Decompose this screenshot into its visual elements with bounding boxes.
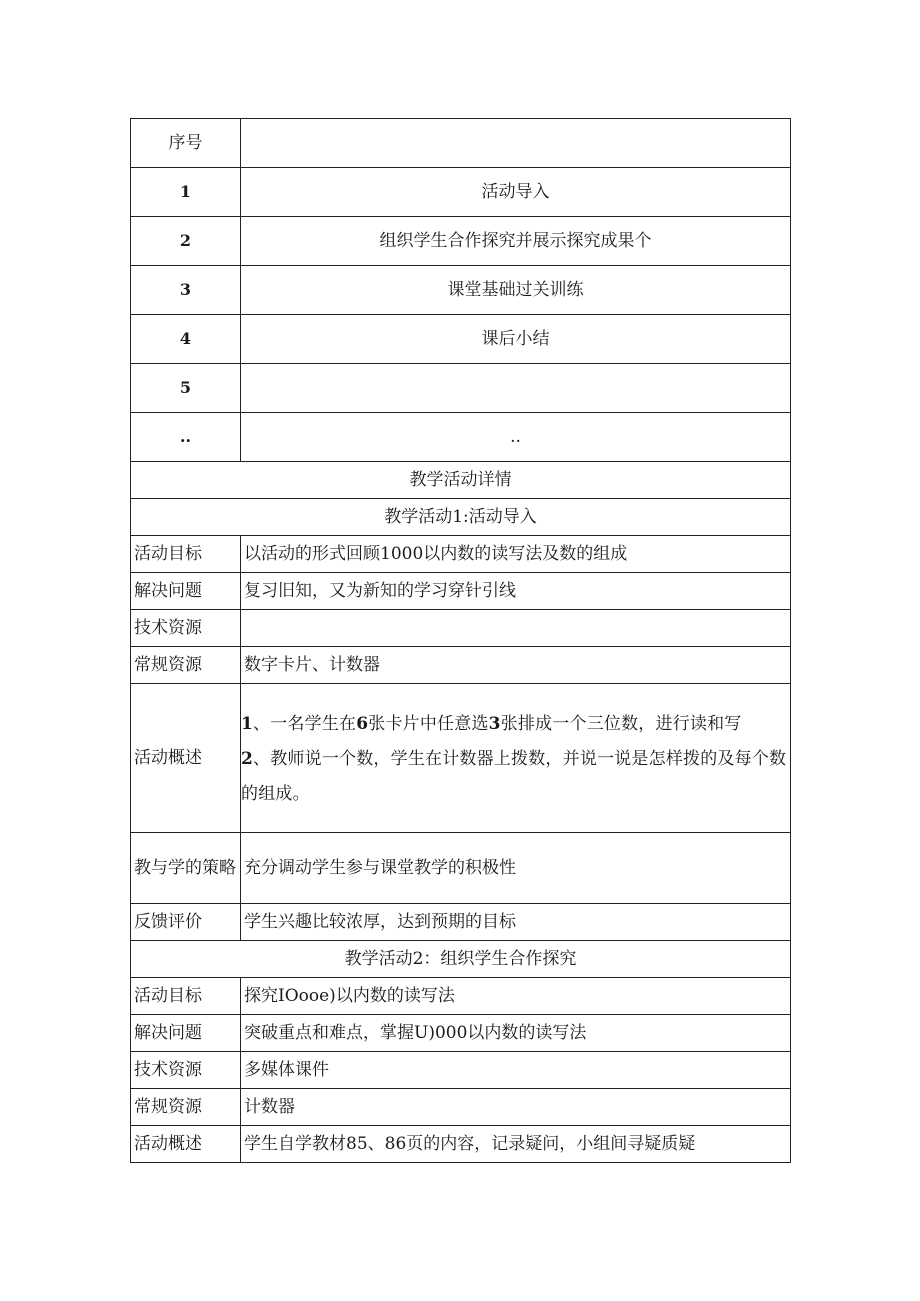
- activity1-tech-row: [131, 610, 791, 647]
- field-label: 教与学的策略: [131, 833, 241, 904]
- activity1-title-row: [131, 499, 791, 536]
- activity2-title-row: [131, 941, 791, 978]
- field-value: 学生自学教材85、86页的内容，记录疑问，小组间寻疑质疑: [241, 1126, 791, 1163]
- field-value: 突破重点和难点，掌握U)000以内数的读写法: [241, 1015, 791, 1052]
- activity1-title: 教学活动1:活动导入: [131, 499, 791, 536]
- sequence-row: [131, 413, 791, 462]
- activity2-regular-row: [131, 1089, 791, 1126]
- sequence-num: 4: [131, 315, 241, 364]
- sequence-num: 3: [131, 266, 241, 315]
- field-label: 反馈评价: [131, 904, 241, 941]
- overview-line1-n3: 3: [488, 713, 501, 734]
- activity1-feedback-row: [131, 904, 791, 941]
- sequence-text: 课后小结: [241, 315, 791, 364]
- field-value: 探究IOooe)以内数的读写法: [241, 978, 791, 1015]
- overview-line2-num: 2: [241, 748, 254, 769]
- sequence-num: ..: [131, 413, 241, 462]
- field-label: 活动概述: [131, 684, 241, 833]
- field-value: 学生兴趣比较浓厚，达到预期的目标: [241, 904, 791, 941]
- overview-line1-b: 张卡片中任意选: [368, 713, 489, 734]
- sequence-row: [131, 168, 791, 217]
- sequence-row: [131, 364, 791, 413]
- field-value: 以活动的形式回顾1000以内数的读写法及数的组成: [241, 536, 791, 573]
- field-value: 计数器: [241, 1089, 791, 1126]
- activity2-goal-row: [131, 978, 791, 1015]
- sequence-text: ..: [241, 413, 791, 462]
- sequence-header-label: 序号: [131, 119, 241, 168]
- activity1-strategy-row: [131, 833, 791, 904]
- overview-line-2: [241, 742, 790, 812]
- activity1-problem-row: [131, 573, 791, 610]
- sequence-row: [131, 266, 791, 315]
- sequence-num: 2: [131, 217, 241, 266]
- sequence-header-row: [131, 119, 791, 168]
- field-label: 技术资源: [131, 610, 241, 647]
- field-value: [241, 610, 791, 647]
- sequence-header-blank: [241, 119, 791, 168]
- field-value: 充分调动学生参与课堂教学的积极性: [241, 833, 791, 904]
- overview-line2-text: 、教师说一个数，学生在计数器上拨数，并说一说是怎样拨的及每个数的组成。: [241, 748, 787, 804]
- activity2-title: 教学活动2：组织学生合作探究: [131, 941, 791, 978]
- activity2-tech-row: [131, 1052, 791, 1089]
- field-label: 技术资源: [131, 1052, 241, 1089]
- overview-line-1: [241, 707, 790, 742]
- sequence-row: [131, 315, 791, 364]
- details-title: 教学活动详情: [131, 462, 791, 499]
- overview-line1-a: 、一名学生在: [253, 713, 357, 734]
- field-label: 活动概述: [131, 1126, 241, 1163]
- field-label: 常规资源: [131, 647, 241, 684]
- overview-line1-n6: 6: [356, 713, 369, 734]
- overview-line1-num: 1: [241, 713, 254, 734]
- overview-line1-c: 张排成一个三位数，进行读和写: [500, 713, 742, 734]
- sequence-text: [241, 364, 791, 413]
- field-value: 复习旧知，又为新知的学习穿针引线: [241, 573, 791, 610]
- activity2-overview-row: [131, 1126, 791, 1163]
- field-label: 解决问题: [131, 1015, 241, 1052]
- sequence-text: 课堂基础过关训练: [241, 266, 791, 315]
- activity1-goal-row: [131, 536, 791, 573]
- activity1-regular-row: [131, 647, 791, 684]
- field-label: 解决问题: [131, 573, 241, 610]
- lesson-plan-table: [130, 118, 791, 1163]
- sequence-row: [131, 217, 791, 266]
- field-label: 常规资源: [131, 1089, 241, 1126]
- activity2-problem-row: [131, 1015, 791, 1052]
- field-value: 多媒体课件: [241, 1052, 791, 1089]
- sequence-num: 5: [131, 364, 241, 413]
- sequence-text: 活动导入: [241, 168, 791, 217]
- sequence-num: 1: [131, 168, 241, 217]
- field-label: 活动目标: [131, 536, 241, 573]
- details-title-row: [131, 462, 791, 499]
- field-value: 数字卡片、计数器: [241, 647, 791, 684]
- activity1-overview-row: [131, 684, 791, 833]
- sequence-text: 组织学生合作探究并展示探究成果个: [241, 217, 791, 266]
- activity1-overview: [241, 684, 791, 833]
- field-label: 活动目标: [131, 978, 241, 1015]
